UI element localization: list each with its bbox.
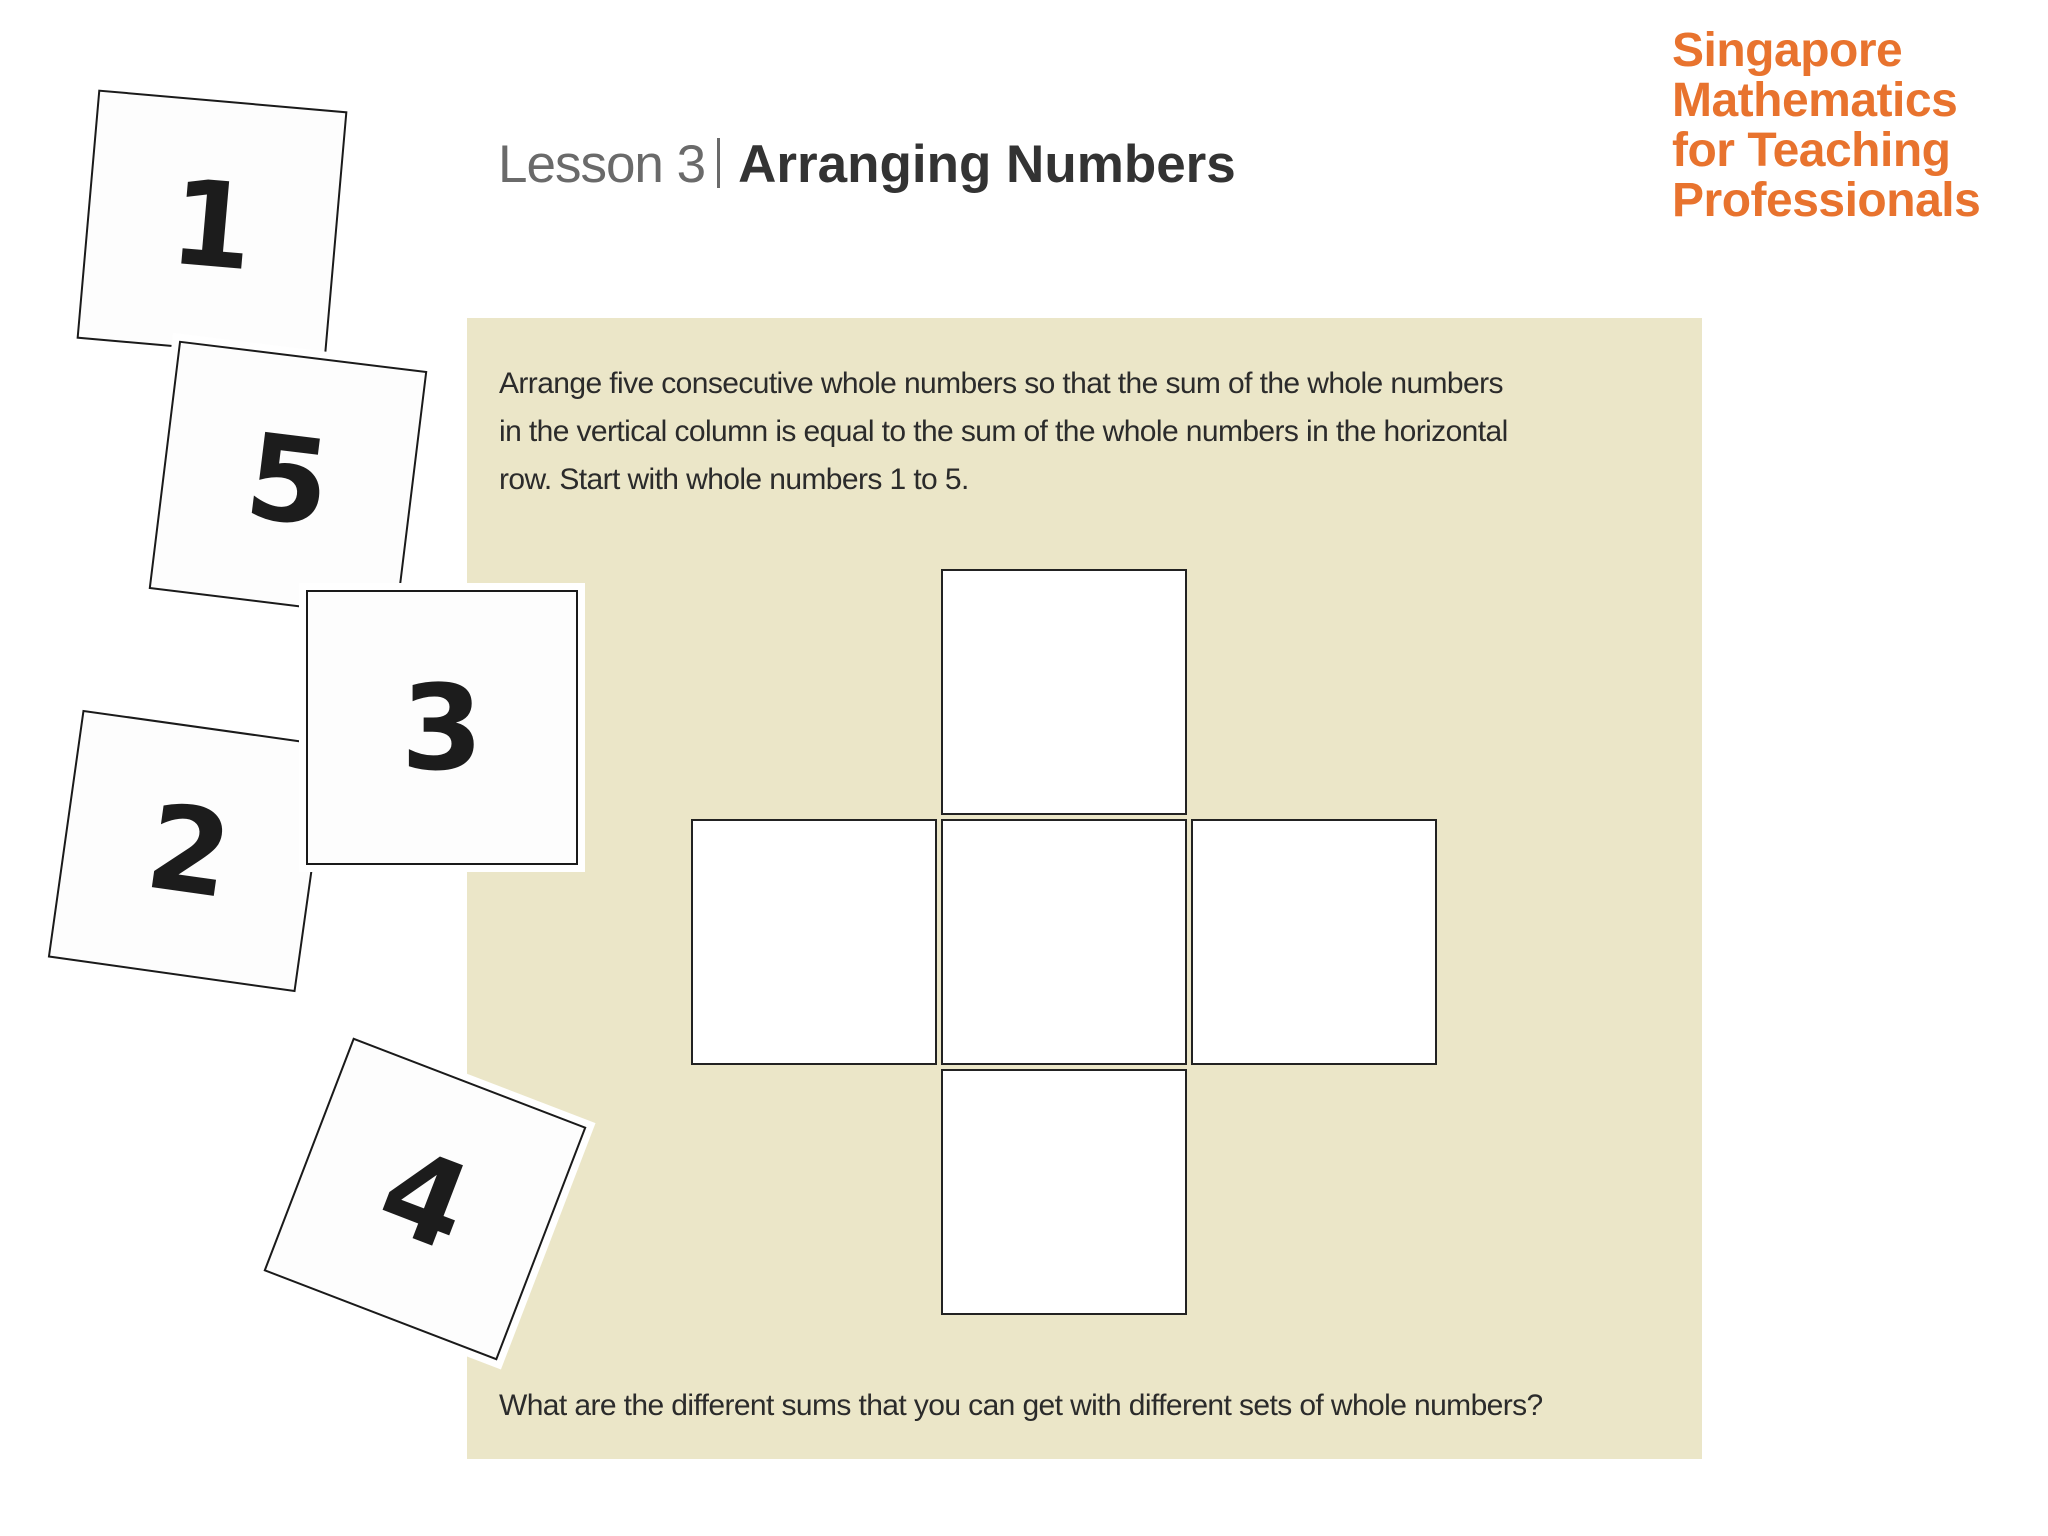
lesson-label: Lesson 3	[498, 135, 706, 194]
card-number-label: 4	[361, 1119, 489, 1279]
question-text: What are the different sums that you can get with different sets of whole numbers?	[499, 1389, 1543, 1422]
number-card[interactable]	[149, 341, 428, 620]
header-divider	[717, 138, 720, 188]
card-number-label: 3	[400, 658, 484, 797]
logo-line: Professionals	[1672, 174, 1981, 227]
number-card[interactable]	[48, 710, 330, 992]
cross-cell-center[interactable]	[941, 819, 1187, 1065]
number-card[interactable]	[77, 90, 348, 361]
cross-cell-left[interactable]	[691, 819, 937, 1065]
problem-panel	[467, 318, 1702, 1459]
logo-line: for Teaching	[1672, 124, 1951, 177]
card-number-label: 5	[238, 406, 338, 554]
problem-line: Arrange five consecutive whole numbers so that the sum of the whole numbers	[499, 367, 1503, 400]
logo-line: Mathematics	[1672, 74, 1958, 127]
lesson-title: Arranging Numbers	[738, 135, 1236, 194]
logo-line: Singapore	[1672, 24, 1903, 77]
cross-cell-bottom[interactable]	[941, 1069, 1187, 1315]
problem-line: in the vertical column is equal to the sum of the whole numbers in the horizontal	[499, 415, 1508, 448]
cross-cell-right[interactable]	[1191, 819, 1437, 1065]
card-number-label: 1	[165, 152, 259, 298]
lesson-header	[498, 133, 1236, 197]
problem-text	[499, 360, 1669, 504]
logo	[1672, 26, 2032, 226]
cross-cell-top[interactable]	[941, 569, 1187, 815]
problem-line: row. Start with whole numbers 1 to 5.	[499, 463, 969, 496]
card-number-label: 2	[138, 776, 240, 926]
number-card[interactable]	[306, 590, 578, 865]
